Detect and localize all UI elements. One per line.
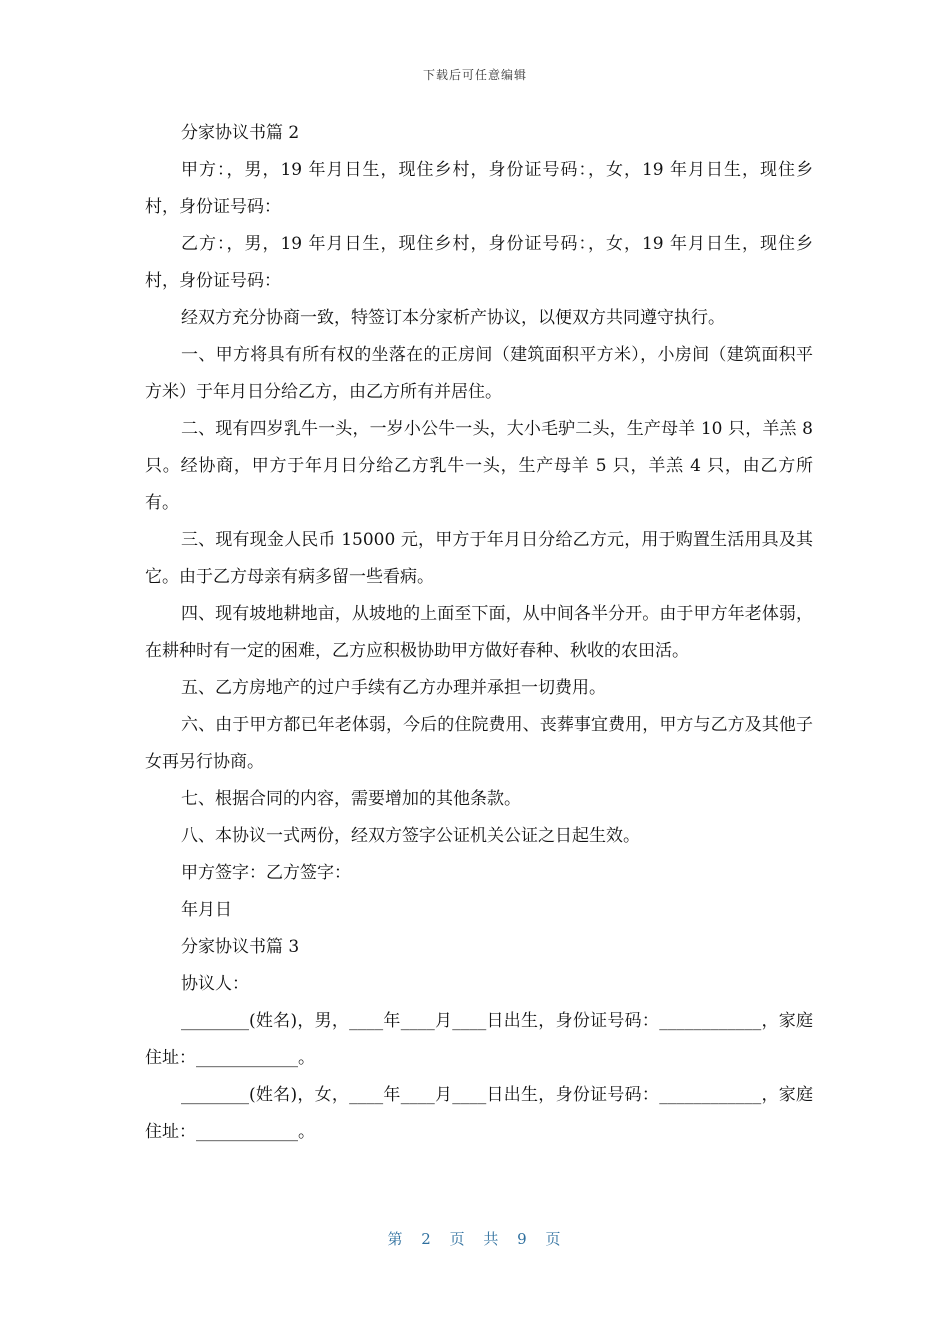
clause-1: 一、甲方将具有所有权的坐落在的正房间（建筑面积平方米），小房间（建筑面积平方米）于年月日分给乙方，由乙方所有并居住。	[145, 345, 813, 402]
signature-line: 甲方签字：乙方签字：	[181, 863, 351, 883]
clause-2: 二、现有四岁乳牛一头，一岁小公牛一头，大小毛驴二头，生产母羊 10 只，羊羔 8 只。经协商，甲方于年月日分给乙方乳牛一头，生产母羊 5 只，羊羔 4 只，由乙方所有。	[145, 419, 813, 513]
document-body	[145, 115, 813, 1151]
clause-8: 八、本协议一式两份，经双方签字公证机关公证之日起生效。	[181, 826, 640, 846]
agreement-intro: 经双方充分协商一致，特签订本分家析产协议，以便双方共同遵守执行。	[181, 308, 725, 328]
party-a-paragraph: 甲方：，男，19 年月日生，现住乡村，身份证号码：，女，19 年月日生，现住乡村，身份证号码：	[145, 160, 813, 217]
parties-label: 协议人：	[181, 974, 249, 994]
clause-5: 五、乙方房地产的过户手续有乙方办理并承担一切费用。	[181, 678, 606, 698]
clause-3: 三、现有现金人民币 15000 元，甲方于年月日分给乙方元，用于购置生活用具及其它。由于乙方母亲有病多留一些看病。	[145, 530, 813, 587]
party-male-fill-in: ________(姓名)，男，____年____月____日出生，身份证号码：____________，家庭住址：____________。	[145, 1011, 813, 1068]
page-number-footer: 第 2 页 共 9 页	[387, 1230, 563, 1248]
date-line: 年月日	[181, 900, 232, 920]
party-female-fill-in: ________(姓名)，女，____年____月____日出生，身份证号码：____________，家庭住址：____________。	[145, 1085, 813, 1142]
clause-7: 七、根据合同的内容，需要增加的其他条款。	[181, 789, 521, 809]
section-title-3: 分家协议书篇 3	[181, 937, 300, 957]
clause-6: 六、由于甲方都已年老体弱，今后的住院费用、丧葬事宜费用，甲方与乙方及其他子女再另行协商。	[145, 715, 813, 772]
clause-4: 四、现有坡地耕地亩，从坡地的上面至下面，从中间各半分开。由于甲方年老体弱，在耕种时有一定的困难，乙方应积极协助甲方做好春种、秋收的农田活。	[145, 604, 813, 661]
page-header: 下载后可任意编辑	[422, 68, 527, 82]
section-title: 分家协议书篇 2	[181, 123, 300, 143]
party-b-paragraph: 乙方：，男，19 年月日生，现住乡村，身份证号码：，女，19 年月日生，现住乡村，身份证号码：	[145, 234, 813, 291]
